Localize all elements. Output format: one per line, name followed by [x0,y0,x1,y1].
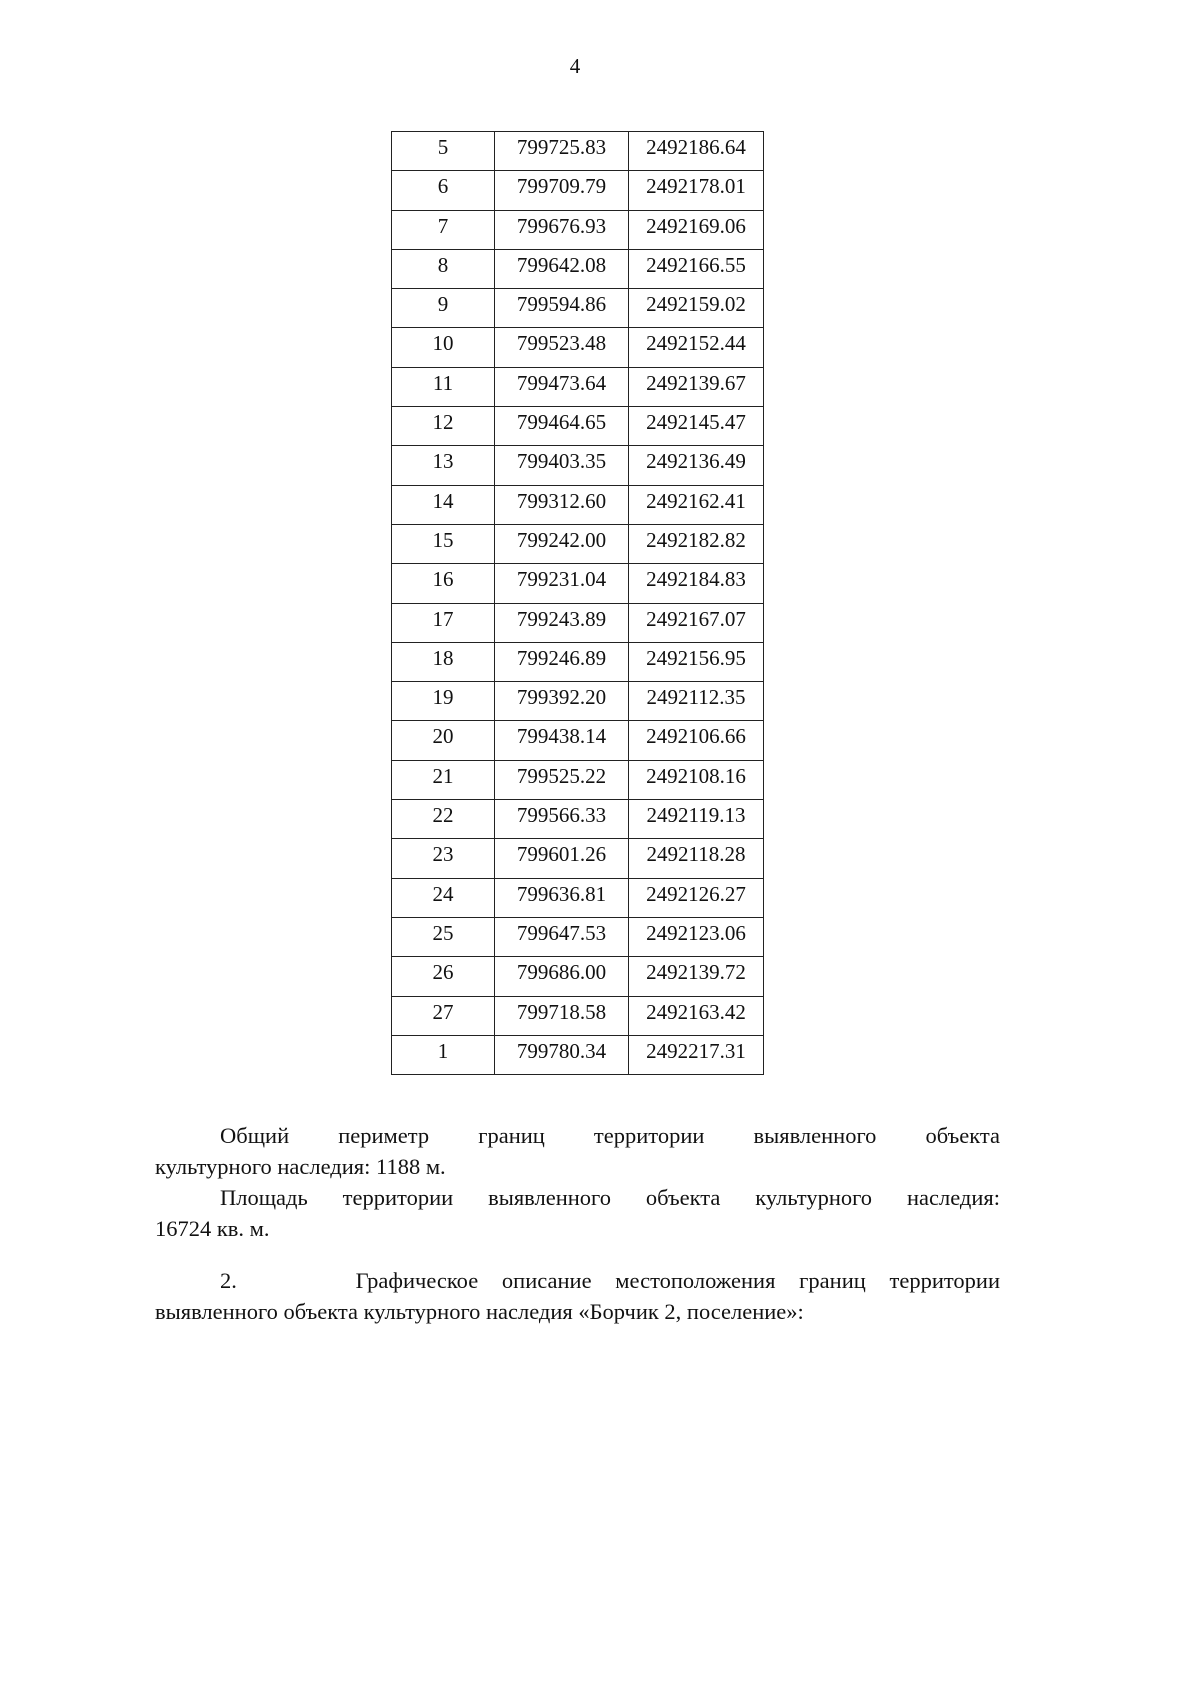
coordinate-y-cell: 2492162.41 [629,485,764,524]
coordinate-y-cell: 2492126.27 [629,878,764,917]
coordinate-x-cell: 799312.60 [495,485,629,524]
point-number-cell: 6 [392,171,495,210]
coordinate-x-cell: 799725.83 [495,132,629,171]
coordinate-y-cell: 2492182.82 [629,524,764,563]
table-row [392,446,764,485]
coordinate-x-cell: 799676.93 [495,210,629,249]
coordinate-x-cell: 799523.48 [495,328,629,367]
coordinate-y-cell: 2492123.06 [629,917,764,956]
coordinate-x-cell: 799246.89 [495,642,629,681]
section-2-paragraph [155,1265,1000,1327]
perimeter-line-2: культурного наследия: 1188 м. [155,1154,446,1179]
point-number-cell: 13 [392,446,495,485]
coordinate-y-cell: 2492139.67 [629,367,764,406]
coordinate-x-cell: 799566.33 [495,800,629,839]
table-row [392,210,764,249]
coordinate-y-cell: 2492166.55 [629,249,764,288]
table-row [392,367,764,406]
perimeter-line-1: Общий периметр границ территории выявленного объекта [220,1123,1000,1148]
table-row [392,564,764,603]
point-number-cell: 19 [392,682,495,721]
table-row [392,839,764,878]
point-number-cell: 18 [392,642,495,681]
point-number-cell: 10 [392,328,495,367]
point-number-cell: 21 [392,760,495,799]
coordinate-x-cell: 799231.04 [495,564,629,603]
table-row [392,485,764,524]
table-row [392,878,764,917]
coordinate-x-cell: 799686.00 [495,957,629,996]
coordinates-table [391,131,764,1075]
point-number-cell: 17 [392,603,495,642]
table-row [392,524,764,563]
coordinate-y-cell: 2492119.13 [629,800,764,839]
table-row [392,171,764,210]
coordinate-y-cell: 2492145.47 [629,407,764,446]
area-line-2: 16724 кв. м. [155,1216,270,1241]
table-row [392,132,764,171]
perimeter-paragraph [155,1120,1000,1182]
coordinate-x-cell: 799464.65 [495,407,629,446]
coordinate-x-cell: 799780.34 [495,1035,629,1074]
table-row [392,249,764,288]
coordinate-x-cell: 799242.00 [495,524,629,563]
point-number-cell: 16 [392,564,495,603]
coordinate-x-cell: 799473.64 [495,367,629,406]
point-number-cell: 20 [392,721,495,760]
point-number-cell: 9 [392,289,495,328]
table-row [392,721,764,760]
coordinate-x-cell: 799438.14 [495,721,629,760]
point-number-cell: 5 [392,132,495,171]
table-row [392,682,764,721]
table-row [392,1035,764,1074]
table-row [392,996,764,1035]
coordinate-y-cell: 2492186.64 [629,132,764,171]
table-row [392,760,764,799]
table-row [392,289,764,328]
point-number-cell: 11 [392,367,495,406]
area-line-1: Площадь территории выявленного объекта культурного наследия: [220,1185,1000,1210]
point-number-cell: 25 [392,917,495,956]
coordinate-y-cell: 2492139.72 [629,957,764,996]
coordinate-y-cell: 2492118.28 [629,839,764,878]
table-row [392,603,764,642]
point-number-cell: 27 [392,996,495,1035]
table-row [392,917,764,956]
point-number-cell: 8 [392,249,495,288]
coordinate-y-cell: 2492169.06 [629,210,764,249]
coordinate-x-cell: 799642.08 [495,249,629,288]
table-row [392,328,764,367]
table-row [392,642,764,681]
point-number-cell: 22 [392,800,495,839]
coordinate-x-cell: 799392.20 [495,682,629,721]
coordinate-y-cell: 2492217.31 [629,1035,764,1074]
point-number-cell: 15 [392,524,495,563]
point-number-cell: 23 [392,839,495,878]
coordinate-y-cell: 2492136.49 [629,446,764,485]
coordinate-y-cell: 2492167.07 [629,603,764,642]
coordinate-y-cell: 2492184.83 [629,564,764,603]
coordinate-x-cell: 799594.86 [495,289,629,328]
coordinate-y-cell: 2492112.35 [629,682,764,721]
coordinate-x-cell: 799636.81 [495,878,629,917]
coordinate-y-cell: 2492156.95 [629,642,764,681]
coordinate-x-cell: 799718.58 [495,996,629,1035]
table-row [392,407,764,446]
coordinate-y-cell: 2492108.16 [629,760,764,799]
table-row [392,800,764,839]
coordinate-y-cell: 2492178.01 [629,171,764,210]
coordinate-x-cell: 799403.35 [495,446,629,485]
point-number-cell: 12 [392,407,495,446]
coordinate-y-cell: 2492159.02 [629,289,764,328]
point-number-cell: 7 [392,210,495,249]
coordinate-y-cell: 2492152.44 [629,328,764,367]
table-row [392,957,764,996]
area-paragraph [155,1182,1000,1244]
point-number-cell: 26 [392,957,495,996]
coordinate-x-cell: 799709.79 [495,171,629,210]
coordinate-x-cell: 799647.53 [495,917,629,956]
page-number: 4 [569,54,581,78]
coordinate-y-cell: 2492106.66 [629,721,764,760]
point-number-cell: 24 [392,878,495,917]
coordinate-y-cell: 2492163.42 [629,996,764,1035]
point-number-cell: 1 [392,1035,495,1074]
coordinate-x-cell: 799601.26 [495,839,629,878]
section-2-line-1: 2. Графическое описание местоположения границ территории [220,1268,1000,1293]
point-number-cell: 14 [392,485,495,524]
coordinate-x-cell: 799243.89 [495,603,629,642]
coordinate-x-cell: 799525.22 [495,760,629,799]
section-2-line-2: выявленного объекта культурного наследия «Борчик 2, поселение»: [155,1299,804,1324]
